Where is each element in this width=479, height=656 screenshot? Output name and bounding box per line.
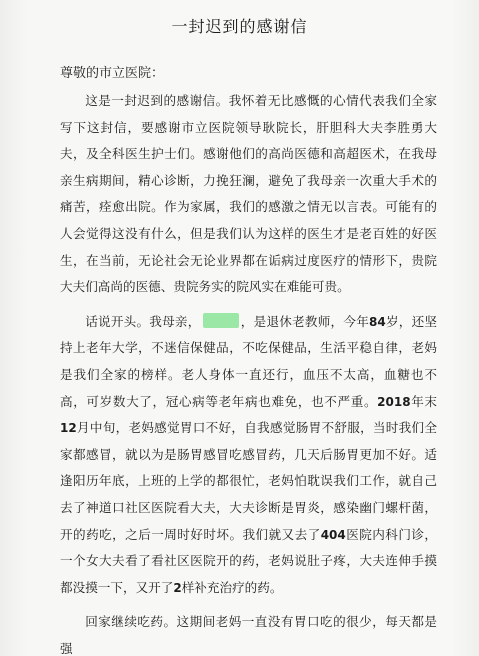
redacted-name bbox=[203, 313, 239, 328]
text-run: 月中旬，老妈感觉胃口不好，自我感觉肠胃不舒服，当时我们全家都感冒，就以为是肠胃感冒吃感冒药，几天后肠胃更加不好。适逢阳历年底，上班的上学的都很忙，老妈怕耽误我们工作，就自己去了神道口社区医院看大夫，大夫诊断是胃炎，感染幽门螺杆菌，开的药吃，之后一周时好时坏。我们就又去了 bbox=[60, 420, 437, 542]
text-run: 岁，还坚持上老年大学，不迷信保健品，不吃保健品，生活平稳自律，老妈是我们全家的榜样。老人身体一直还行，血压不太高，血糖也不高，可岁数大了，冠心病等老年病也难免，也不严重。 bbox=[60, 313, 438, 409]
text-run: 年末 bbox=[410, 393, 438, 409]
text-run: ，是退休老教师，今年 bbox=[240, 313, 370, 329]
paragraph-3: 回家继续吃药。这期间老妈一直没有胃口吃的很少，每天都是强 bbox=[60, 614, 437, 656]
medicine-count: 2 bbox=[173, 580, 182, 595]
salutation: 尊敬的市立医院： bbox=[60, 66, 165, 81]
month-number: 12 bbox=[60, 421, 77, 436]
hospital-number: 404 bbox=[320, 527, 346, 542]
text-run: 话说开头。我母亲， bbox=[85, 313, 201, 329]
letter-body bbox=[60, 88, 437, 656]
year-number: 2018 bbox=[377, 394, 411, 409]
letter-title: 一封迟到的感谢信 bbox=[171, 17, 308, 36]
paragraph-2 bbox=[60, 309, 437, 602]
paragraph-1: 这是一封迟到的感谢信。我怀着无比感慨的心情代表我们全家写下这封信，要感谢市立医院领导耿院长，肝胆科大夫李胜勇大夫，及全科医生护士们。感谢他们的高尚医德和高超医术，在我母亲生病期间，精心诊断，力挽狂澜，避免了我母亲一次重大手术的痛苦，痊愈出院。作为家属，我们的感激之情无以言表。可能有的人会觉得这没有什么，但是我们认为这样的医生才是老百姓的好医生，在当前，无论社会无论业界都在诟病过度医疗的情形下，贵院大夫们高尚的医德、贵院务实的院风实在难能可贵。 bbox=[60, 93, 437, 295]
text-run: 样补充治疗的药。 bbox=[181, 579, 283, 595]
text-run: 医院内科门诊，一个女大夫看了看社区医院开的药，老妈说肚子疼，大夫连伸手摸都没摸一下，又开了 bbox=[60, 526, 438, 595]
age-number: 84 bbox=[369, 314, 386, 329]
